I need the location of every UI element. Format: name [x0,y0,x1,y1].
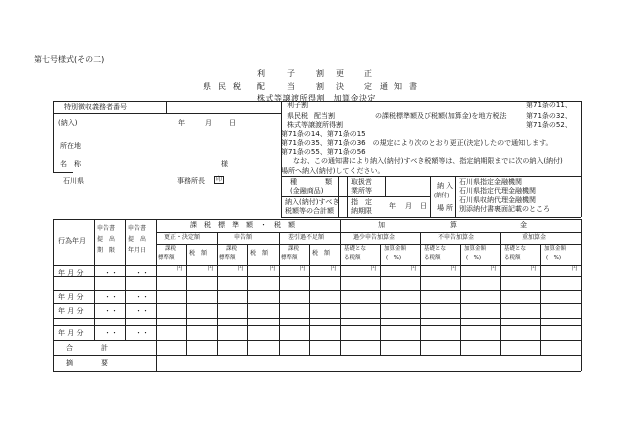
address-label: 所在地 [60,142,81,150]
title-row1-5: 正 [364,69,373,78]
sub-under: 過少申告加算金 [353,234,396,241]
sub-revised: 更正・決定額 [164,234,201,241]
remarks-label: 摘 要 [66,359,108,367]
pay-place-label-4: 場 [437,204,444,212]
h-rate-1b: ( %) [386,255,402,261]
col-due-2: 提 出 [97,236,116,243]
pay-place-label-3: (納付) [434,193,450,199]
total-label-1: 納入(納付)すべき [285,198,340,206]
h-basis-1a: 基礎とな [344,246,367,252]
tax-prefix: 県民税 [287,112,308,120]
tax-type-interest: 利子割 [287,101,308,109]
row3-filed: ・・ [135,307,149,315]
h-base-3b: 標準額 [281,255,298,261]
seal-mark: 印 [216,176,223,183]
articles-line3: 第71条の55、第71条の56 [281,148,366,156]
pay-place-3: 石川県収納代理金融機関 [459,196,536,204]
row1-due: ・・ [104,269,118,277]
row2-period: 年 月 分 [58,293,84,301]
h-rate-3b: ( %) [546,255,562,261]
title-row1-3: 割 [316,69,325,78]
articles-line2: 第71条の35、第71条の36 の規定により次のとおり更正(決定)したので通知します。 [281,139,553,147]
h-rate-3a: 加算金額 [544,246,567,252]
articles-line1: 第71条の14、第71条の15 [281,130,366,138]
h-base-2b: 標準額 [219,255,236,261]
title-row1-1: 利 [257,69,266,78]
notice-line1: なお、この通知書により納入(納付)すべき税額等は、指定納期限までに次の納入(納付) [293,157,563,165]
h-rate-2a: 加算金額 [464,246,487,252]
row1-filed: ・・ [135,269,149,277]
h-tax-2: 税 額 [250,250,269,257]
yen-3: 円 [238,266,244,272]
group-add-header-2: 算 [450,221,457,229]
title-row2-9: 通 [380,82,389,91]
pay-place-label-2: 入 [446,182,453,190]
group-add-header-1: 加 [378,221,385,229]
tax-type-stock: 株式等譲渡所得割 [287,121,343,129]
h-base-1a: 課税 [165,246,177,252]
title-row2-1: 県 [203,82,212,91]
col-filed-1: 申告書 [128,225,147,232]
article-71-11: 第71条の11、 [526,101,572,109]
h-basis-1b: る税額 [344,255,361,261]
issuer-prefecture: 石川県 [63,177,84,185]
title-row2-2: 民 [218,82,227,91]
h-basis-3a: 基礎とな [504,246,527,252]
row4-due: ・・ [104,329,118,337]
title-row2-8: 定 [364,82,373,91]
col-due-1: 申告書 [97,225,116,232]
pay-place-4: 別添納付書裏面記載のところ [459,205,550,213]
total-label-2: 税額等の合計額 [285,207,334,215]
title-row1-2: 子 [287,69,296,78]
col-due-3: 期 限 [97,247,116,254]
pay-place-label-5: 所 [446,204,453,212]
pay-place-label-1: 納 [437,182,444,190]
title-row2-3: 税 [233,82,242,91]
h-rate-2b: ( %) [466,255,482,261]
yen-7: 円 [371,266,377,272]
sub-diff: 差引過不足額 [288,234,325,241]
yen-12: 円 [572,266,578,272]
row4-period: 年 月 分 [58,329,84,337]
pay-place-2: 石川県指定代理金融機関 [459,187,536,195]
row3-period: 年 月 分 [58,307,84,315]
date-month: 月 [205,119,212,127]
h-basis-3b: る税額 [504,255,521,261]
group-add-header-3: 金 [520,221,527,229]
yen-10: 円 [491,266,497,272]
deadline-label-2: 納期限 [351,207,372,215]
title-row2-7: 決 [336,82,345,91]
sub-heavy: 重加算金 [522,234,547,241]
title-row1-4: 更 [336,69,345,78]
deadline-label-1: 指 定 [351,198,372,206]
sub-filed: 申告額 [234,234,253,241]
row2-filed: ・・ [135,293,149,301]
h-basis-2a: 基礎とな [424,246,447,252]
date-day: 日 [229,119,236,127]
h-rate-1a: 加算金額 [384,246,407,252]
title-row2-11: 書 [409,82,418,91]
office-label-1: 取扱営 [351,178,372,186]
issuer-office: 事務所長 [177,177,205,185]
h-tax-3: 税 額 [312,250,331,257]
col-filed-3: 年月日 [128,247,147,254]
row3-due: ・・ [104,307,118,315]
deadline-month: 月 [405,202,412,210]
name-label: 名 称 [60,160,81,168]
h-basis-2b: る税額 [424,255,441,261]
title-row2-5: 当 [287,82,296,91]
yen-2: 円 [208,266,214,272]
title-row2-10: 知 [394,82,403,91]
pay-place-1: 石川県指定金融機関 [459,178,522,186]
title-row3: 株式等譲渡所得割 加算金決定 [257,94,376,103]
payer-label: (納入) [58,119,78,127]
group-tax-header: 課 税 標 準 額 ・ 税 額 [190,221,295,229]
form-number: 第七号様式(その二) [34,55,105,64]
col-period: 行為年月 [58,237,86,245]
h-base-2a: 課税 [226,246,238,252]
yen-5: 円 [300,266,306,272]
agent-number-label: 特別徴収義務者番号 [64,103,127,111]
yen-4: 円 [270,266,276,272]
deadline-year: 年 [389,202,396,210]
col-filed-2: 提 出 [128,236,147,243]
article-71-52: 第71条の52、 [526,121,572,129]
article-71-32: 第71条の32、 [526,112,572,120]
total-row-label: 合 計 [66,344,108,352]
yen-9: 円 [451,266,457,272]
honorific: 様 [221,160,228,168]
kind-label: 種 類 [290,178,332,186]
date-year: 年 [178,119,185,127]
notice-line2: 場所へ納入(納付)してください。 [281,167,385,175]
deadline-day: 日 [420,202,427,210]
row2-due: ・・ [104,293,118,301]
yen-8: 円 [411,266,417,272]
yen-6: 円 [331,266,337,272]
basis-text: の課税標準額及び税額(加算金)を地方税法 [375,112,507,120]
title-row2-6: 割 [316,82,325,91]
tax-type-dividend: 配当割 [314,112,335,120]
row1-period: 年 月 分 [58,269,84,277]
kind-sub-label: (金融商品) [290,187,324,195]
h-base-3a: 課税 [288,246,300,252]
h-base-1b: 標準額 [158,255,175,261]
row4-filed: ・・ [135,329,149,337]
yen-11: 円 [531,266,537,272]
office-label-2: 業所等 [351,187,372,195]
yen-1: 円 [177,266,183,272]
title-row2-4: 配 [257,82,266,91]
sub-nonfile: 不申告加算金 [438,234,475,241]
h-tax-1: 税 額 [189,250,208,257]
